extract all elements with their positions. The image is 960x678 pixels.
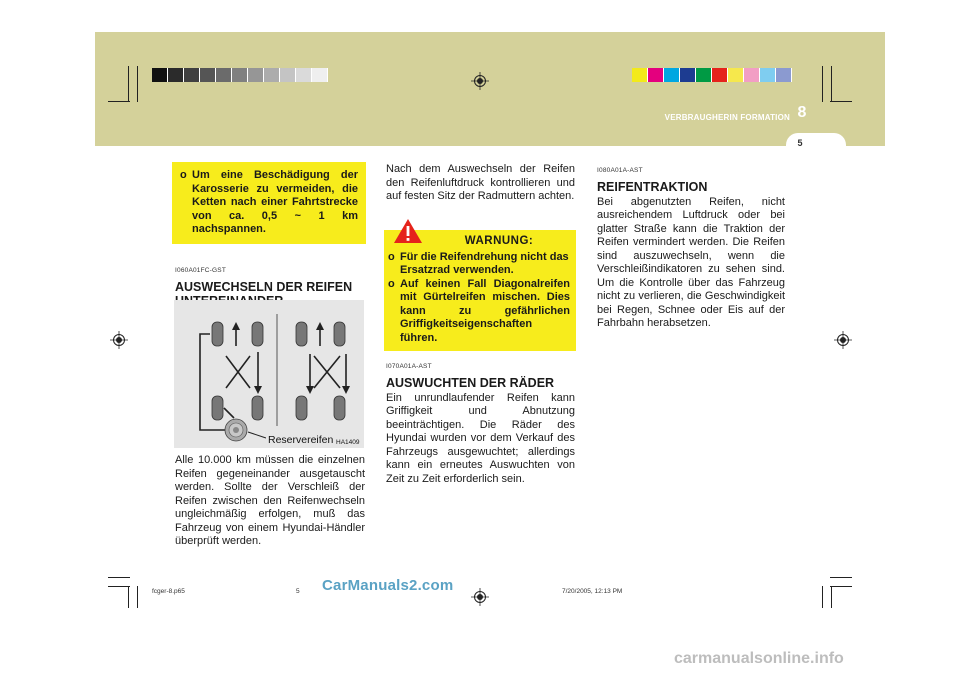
bullet: o bbox=[180, 169, 187, 181]
color-swatch bbox=[776, 68, 792, 82]
gray-swatch bbox=[248, 68, 264, 82]
crop-mark bbox=[108, 577, 130, 578]
gray-swatch bbox=[232, 68, 248, 82]
body-text: Nach dem Auswechseln der Reifen den Reifenluftdruck kontrollieren und auf festen Sitz der Radmuttern achten. bbox=[386, 163, 575, 202]
bullet: o bbox=[388, 277, 395, 290]
body-text: Alle 10.000 km müssen die einzelnen Reifen gegeneinander ausgetauscht werden. Sollte der Verschleiß der Reifen zwischen den Reifenwechseln ungleichmäßig erfolgen, muß das Fahrzeug von einem Hyundai-Händler überprüft werden. bbox=[175, 454, 365, 547]
registration-mark-icon bbox=[471, 72, 489, 90]
crop-mark bbox=[830, 586, 852, 587]
crop-mark bbox=[830, 577, 852, 578]
registration-mark-icon bbox=[834, 331, 852, 349]
chain-tension-note bbox=[172, 162, 366, 244]
column-2-intro bbox=[386, 163, 575, 204]
warning-item bbox=[388, 278, 570, 346]
warning-text: Auf keinen Fall Diagonalreifen mit Gürtelreifen mischen. Dies kann zu gefährlichen Griffigkeitseigenschaften führen. bbox=[400, 277, 570, 344]
warning-text: Für die Reifendrehung nicht das Ersatzrad verwenden. bbox=[400, 250, 569, 276]
crop-mark bbox=[831, 586, 832, 608]
traction-section bbox=[597, 164, 785, 331]
gray-swatch bbox=[264, 68, 280, 82]
crop-mark bbox=[822, 66, 823, 102]
color-swatch bbox=[728, 68, 744, 82]
tire-rotation-diagram bbox=[174, 300, 364, 448]
section-code: I060A01FC-GST bbox=[175, 267, 227, 274]
figure-code: HA1409 bbox=[336, 439, 360, 446]
section-title: VERBRAUGHERIN FORMATION bbox=[664, 113, 790, 122]
gray-swatch bbox=[312, 68, 328, 82]
body-text: Ein unrundlaufender Reifen kann Griffigkeit und Abnutzung beeinträchtigen. Die Räder des Hyundai wurden vor dem Verkauf des Fahrzeugs ausgewuchtet; allerdings kann ein erneutes Auswuchten von Zeit zu Zeit erforderlich sein. bbox=[386, 391, 575, 485]
section-heading: REIFENTRAKTION bbox=[597, 179, 708, 194]
tire-icon bbox=[334, 396, 345, 420]
page-number: 5 bbox=[797, 138, 803, 148]
rotation-body bbox=[175, 452, 365, 549]
section-heading: AUSWUCHTEN DER RÄDER bbox=[386, 375, 555, 390]
color-swatch bbox=[648, 68, 664, 82]
crop-mark bbox=[137, 586, 138, 608]
color-swatch bbox=[744, 68, 760, 82]
gray-swatch bbox=[280, 68, 296, 82]
color-swatch bbox=[664, 68, 680, 82]
color-swatch bbox=[696, 68, 712, 82]
crop-mark bbox=[128, 66, 129, 102]
crop-mark bbox=[108, 586, 130, 587]
gray-swatch bbox=[216, 68, 232, 82]
section-heading: AUSWECHSELN DER REIFEN bbox=[175, 279, 353, 294]
section-code: I080A01A-AST bbox=[597, 167, 643, 174]
tire-icon bbox=[252, 396, 263, 420]
section-code: I070A01A-AST bbox=[386, 363, 432, 370]
crop-mark bbox=[128, 586, 129, 608]
tire-icon bbox=[252, 322, 263, 346]
footer-file: fcger-8.p65 bbox=[152, 588, 185, 595]
spare-tire-label: Reservereifen bbox=[268, 434, 334, 446]
color-swatch bbox=[760, 68, 776, 82]
crop-mark bbox=[822, 586, 823, 608]
gray-swatch bbox=[200, 68, 216, 82]
gray-swatch bbox=[168, 68, 184, 82]
tire-icon bbox=[334, 322, 345, 346]
column-1 bbox=[172, 162, 366, 244]
warning-item bbox=[388, 251, 570, 278]
tire-icon bbox=[212, 322, 223, 346]
registration-mark-icon bbox=[471, 588, 489, 606]
body-text: Bei abgenutzten Reifen, nicht ausreichendem Luftdruck oder bei glatter Straße kann die Traktion der Reifen vermindert werden. Die Reifen sind auszuwechseln, wenn die Verschleißindikatoren zu sehen sind. Um die Kontrolle über das Fahrzeug nicht zu verlieren, die Geschwindigkeit bei Regen, Schnee oder Eis auf der Fahrbahn herabsetzen. bbox=[597, 195, 785, 329]
gray-swatch bbox=[184, 68, 200, 82]
crop-mark bbox=[108, 101, 130, 102]
spare-tire-icon bbox=[225, 419, 247, 441]
watermark-bottom: carmanualsonline.info bbox=[674, 650, 844, 667]
gray-swatch bbox=[152, 68, 168, 82]
color-calibration-bar bbox=[632, 68, 792, 82]
crop-mark bbox=[830, 101, 852, 102]
crop-mark bbox=[137, 66, 138, 102]
warning-triangle-icon bbox=[393, 218, 423, 244]
tire-icon bbox=[212, 396, 223, 420]
color-swatch bbox=[632, 68, 648, 82]
tire-icon bbox=[296, 396, 307, 420]
section-number: 8 bbox=[797, 104, 807, 121]
registration-mark-icon bbox=[110, 331, 128, 349]
tire-icon bbox=[296, 322, 307, 346]
warning-title: WARNUNG: bbox=[464, 235, 534, 247]
bullet: o bbox=[388, 250, 395, 263]
color-swatch bbox=[680, 68, 696, 82]
gray-swatch bbox=[296, 68, 312, 82]
color-swatch bbox=[712, 68, 728, 82]
grayscale-calibration-bar bbox=[152, 68, 328, 82]
warning-box bbox=[384, 230, 576, 351]
balancing-section bbox=[386, 360, 575, 486]
rotation-diagram-svg bbox=[174, 300, 364, 448]
footer-page: 5 bbox=[296, 588, 300, 595]
footer-date: 7/20/2005, 12:13 PM bbox=[562, 588, 623, 595]
watermark-link[interactable]: CarManuals2.com bbox=[322, 577, 454, 594]
note-text: Um eine Beschädigung der Karosserie zu vermeiden, die Ketten nach einer Fahrtstrecke von ca. 0,5 ~ 1 km nachspannen. bbox=[192, 169, 358, 235]
crop-mark bbox=[831, 66, 832, 102]
header-band bbox=[95, 32, 885, 146]
